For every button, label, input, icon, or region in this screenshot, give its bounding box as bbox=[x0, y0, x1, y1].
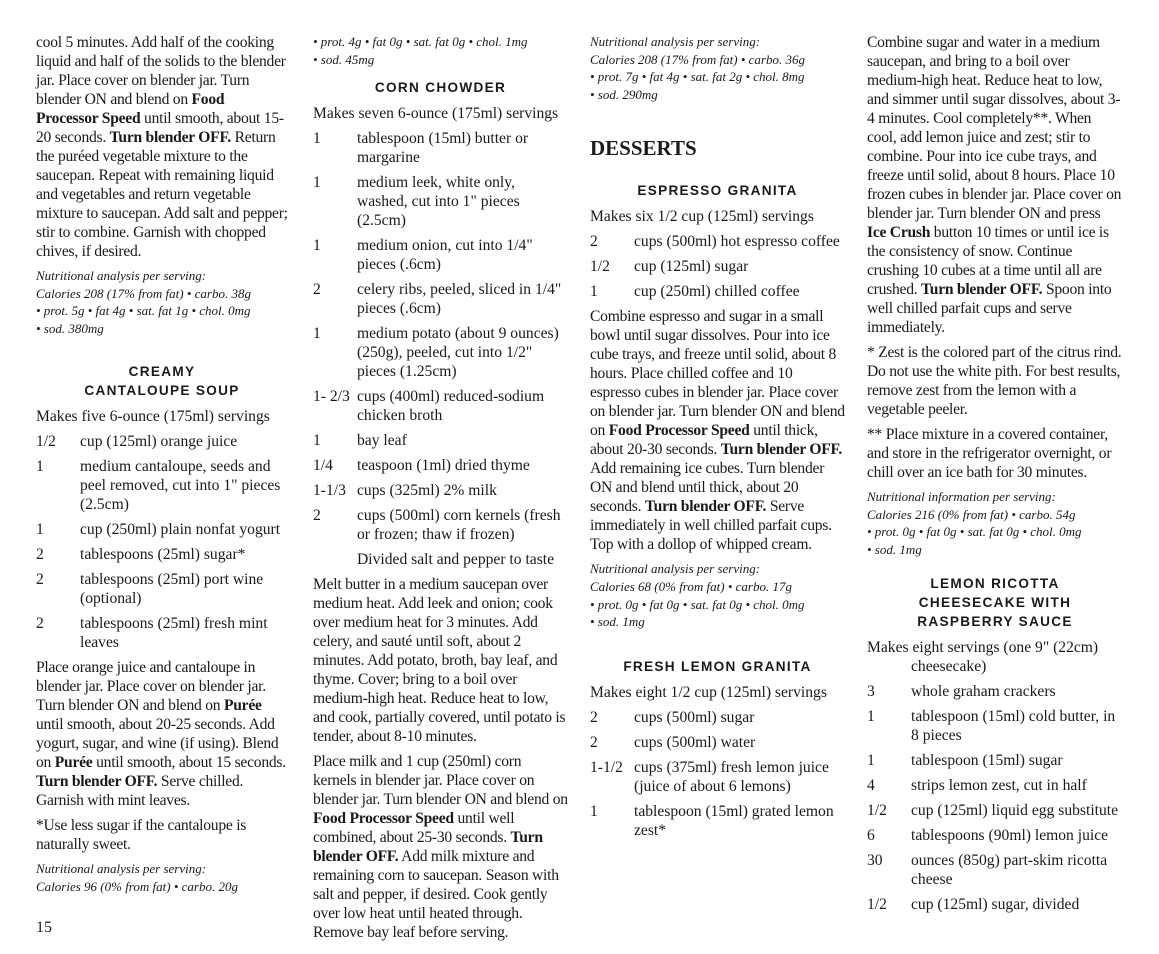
ingredient-row bbox=[313, 324, 568, 381]
ingredient-description: cup (125ml) sugar bbox=[634, 258, 749, 276]
ingredient-quantity: 2 bbox=[36, 546, 44, 564]
ingredient-quantity: 1 bbox=[313, 237, 321, 255]
ingredient-list bbox=[313, 129, 568, 569]
ingredient-row bbox=[590, 733, 845, 752]
ingredient-quantity bbox=[313, 550, 357, 569]
instructions-paragraph: cool 5 minutes. Add half of the cooking liquid and half of the solids to the blender jar. Place cover on blender jar. Turn blender ON and blend on Food Processor Speed until smooth, about 15-20 seconds. Turn blender OFF. Return the puréed vegetable mixture to the saucepan. Repeat with remaining liquid and vegetables and return vegetable mixture to saucepan. Add salt and pepper; stir to combine. Garnish with chopped chives, if desired. bbox=[36, 34, 288, 260]
ingredient-row bbox=[313, 129, 568, 167]
ingredient-quantity: 1 bbox=[590, 802, 598, 820]
ingredient-quantity: 1 bbox=[590, 283, 598, 301]
footnote: ** Place mixture in a covered container, and store in the refrigerator overnight, or chill over an ice bath for 30 minutes. bbox=[867, 426, 1112, 481]
recipe-title: ESPRESSO GRANITA bbox=[637, 183, 798, 199]
ingredient-description: cup (125ml) sugar, divided bbox=[911, 896, 1080, 914]
ingredient-quantity: 1/2 bbox=[867, 896, 887, 914]
ingredient-quantity: 2 bbox=[590, 733, 598, 751]
ingredient-row bbox=[867, 682, 1123, 701]
footnote: * Zest is the colored part of the citrus rind. Do not use the white pith. For best results, remove zest from the lemon with a vegetable peeler. bbox=[867, 344, 1122, 418]
servings-text: Makes eight 1/2 cup (125ml) servings bbox=[590, 683, 827, 701]
ingredient-description: teaspoon (1ml) dried thyme bbox=[357, 457, 530, 475]
ingredient-row bbox=[313, 456, 568, 475]
ingredient-quantity: 1 bbox=[867, 752, 875, 770]
ingredient-quantity: 1-1/3 bbox=[313, 482, 346, 500]
ingredient-quantity: 6 bbox=[867, 827, 875, 845]
ingredient-description: medium cantaloupe, seeds and peel removed, cut into 1" pieces (2.5cm) bbox=[80, 458, 281, 514]
ingredient-quantity: 30 bbox=[867, 852, 883, 870]
ingredient-row bbox=[36, 457, 288, 514]
ingredient-row bbox=[313, 550, 568, 569]
nutrition-analysis: Nutritional analysis per serving: Calories 96 (0% from fat) • carbo. 20g bbox=[36, 861, 238, 894]
ingredient-quantity: 1 bbox=[313, 174, 321, 192]
nutrition-analysis: Nutritional analysis per serving: Calories 208 (17% from fat) • carbo. 38g • prot. 5g • fat 4g • sat. fat 1g • chol. 0mg • sod. 380mg bbox=[36, 268, 251, 336]
ingredient-row bbox=[313, 506, 568, 544]
ingredient-quantity: 1 bbox=[867, 708, 875, 726]
servings-text: Makes seven 6-ounce (175ml) servings bbox=[313, 105, 559, 123]
ingredient-description: cups (325ml) 2% milk bbox=[357, 482, 497, 500]
ingredient-description: medium onion, cut into 1/4" pieces (.6cm) bbox=[357, 237, 533, 274]
ingredient-list bbox=[590, 708, 845, 840]
ingredient-quantity: 2 bbox=[590, 233, 598, 251]
ingredient-description: cup (125ml) orange juice bbox=[80, 433, 238, 451]
section-title: DESSERTS bbox=[590, 136, 697, 161]
ingredient-row bbox=[590, 802, 845, 840]
footnote: *Use less sugar if the cantaloupe is naturally sweet. bbox=[36, 817, 247, 854]
ingredient-quantity: 4 bbox=[867, 777, 875, 795]
ingredient-row bbox=[867, 851, 1123, 889]
ingredient-description: medium potato (about 9 ounces) (250g), peeled, cut into 1/2" pieces (1.25cm) bbox=[357, 325, 559, 381]
instructions-paragraph: Place milk and 1 cup (250ml) corn kernels in blender jar. Place cover on blender jar. Turn blender ON and blend on Food Processor Speed until well combined, about 25-30 seconds. Turn blender OFF. Add milk mixture and remaining corn to saucepan. Season with salt and pepper, if desired. Cook gently over low heat until heated through. Remove bay leaf before serving. bbox=[313, 753, 568, 942]
ingredient-description: cups (500ml) water bbox=[634, 733, 756, 751]
ingredient-row bbox=[590, 232, 845, 251]
ingredient-quantity: 1/2 bbox=[867, 802, 887, 820]
ingredient-description: cups (500ml) hot espresso coffee bbox=[634, 233, 840, 251]
ingredient-row bbox=[313, 387, 568, 425]
ingredient-quantity: 1/2 bbox=[36, 433, 56, 451]
recipe-title: FRESH LEMON GRANITA bbox=[623, 658, 812, 674]
ingredient-description: cup (125ml) liquid egg substitute bbox=[911, 802, 1119, 820]
ingredient-description: ounces (850g) part-skim ricotta cheese bbox=[911, 852, 1108, 889]
ingredient-description: cups (400ml) reduced-sodium chicken broth bbox=[357, 388, 545, 425]
ingredient-quantity: 3 bbox=[867, 683, 875, 701]
ingredient-row bbox=[36, 432, 288, 451]
nutrition-analysis: Nutritional analysis per serving: Calories 68 (0% from fat) • carbo. 17g • prot. 0g • fat 0g • sat. fat 0g • chol. 0mg • sod. 1mg bbox=[590, 561, 805, 630]
instructions-paragraph: Melt butter in a medium saucepan over medium heat. Add leek and onion; cook over medium heat for 3 minutes. Add celery, and sauté until soft, about 2 minutes. Add potato, broth, bay leaf, and thyme. Cover; bring to a boil over medium-high heat. Reduce heat to low, and cook, partially covered, until potato is tender, about 8-10 minutes. bbox=[313, 576, 566, 746]
ingredient-quantity: 1/4 bbox=[313, 457, 333, 475]
ingredient-description: cup (250ml) chilled coffee bbox=[634, 283, 800, 301]
servings-text: Makes six 1/2 cup (125ml) servings bbox=[590, 208, 814, 226]
ingredient-row bbox=[867, 707, 1123, 745]
ingredient-list bbox=[867, 682, 1123, 914]
ingredient-row bbox=[867, 826, 1123, 845]
ingredient-row bbox=[590, 758, 845, 796]
nutrition-analysis: • prot. 4g • fat 0g • sat. fat 0g • chol. 1mg • sod. 45mg bbox=[313, 34, 528, 67]
nutrition-analysis: Nutritional information per serving: Calories 216 (0% from fat) • carbo. 54g • prot. 0g • fat 0g • sat. fat 0g • chol. 0mg • sod. 1mg bbox=[867, 489, 1082, 557]
ingredient-quantity: 1/2 bbox=[590, 258, 610, 276]
ingredient-row bbox=[867, 751, 1123, 770]
recipe-title: LEMON RICOTTA CHEESECAKE WITH RASPBERRY SAUCE bbox=[917, 576, 1073, 630]
ingredient-description: tablespoons (90ml) lemon juice bbox=[911, 827, 1109, 845]
ingredient-description: tablespoon (15ml) butter or margarine bbox=[357, 130, 529, 167]
ingredient-description: cups (500ml) sugar bbox=[634, 708, 755, 726]
ingredient-quantity: 1 bbox=[313, 325, 321, 343]
ingredient-row bbox=[36, 545, 288, 564]
ingredient-description: cups (375ml) fresh lemon juice (juice of about 6 lemons) bbox=[634, 758, 829, 795]
ingredient-description: tablespoons (25ml) fresh mint leaves bbox=[80, 615, 268, 652]
nutrition-analysis: Nutritional analysis per serving: Calories 208 (17% from fat) • carbo. 36g • prot. 7g • fat 4g • sat. fat 2g • chol. 8mg • sod. 290mg bbox=[590, 34, 805, 102]
recipe-title: CREAMY CANTALOUPE SOUP bbox=[84, 364, 240, 399]
servings-text: Makes five 6-ounce (175ml) servings bbox=[36, 408, 270, 426]
ingredient-row bbox=[867, 895, 1123, 914]
column-4 bbox=[867, 33, 1123, 920]
ingredient-row bbox=[313, 481, 568, 500]
ingredient-description: Divided salt and pepper to taste bbox=[357, 551, 555, 569]
ingredient-row bbox=[36, 570, 288, 608]
instructions-paragraph: Combine espresso and sugar in a small bowl until sugar dissolves. Pour into ice cube trays, and freeze until solid, about 8 hours. Place chilled coffee and 10 espresso cubes in blender jar. Place cover on blender jar. Turn blender ON and blend on Food Processor Speed until thick, about 20-30 seconds. Turn blender OFF. Add remaining ice cubes. Turn blender ON and blend until thick, about 20 seconds. Turn blender OFF. Serve immediately in well chilled parfait cups. Top with a dollop of whipped cream. bbox=[590, 308, 845, 554]
instructions-paragraph: Place orange juice and cantaloupe in blender jar. Place cover on blender jar. Turn blender ON and blend on Purée until smooth, about 20-25 seconds. Add yogurt, sugar, and wine (if using). Blend on Purée until smooth, about 15 seconds. Turn blender OFF. Serve chilled. Garnish with mint leaves. bbox=[36, 659, 286, 810]
ingredient-description: tablespoons (25ml) sugar* bbox=[80, 546, 246, 564]
ingredient-description: celery ribs, peeled, sliced in 1/4" pieces (.6cm) bbox=[357, 281, 562, 318]
ingredient-description: whole graham crackers bbox=[911, 683, 1056, 701]
ingredient-description: cup (250ml) plain nonfat yogurt bbox=[80, 521, 281, 539]
ingredient-list bbox=[590, 232, 845, 301]
ingredient-quantity: 2 bbox=[313, 507, 321, 525]
servings-text: Makes eight servings (one 9" (22cm) cheesecake) bbox=[867, 639, 1099, 676]
ingredient-quantity: 2 bbox=[313, 281, 321, 299]
ingredient-row bbox=[36, 614, 288, 652]
ingredient-row bbox=[313, 280, 568, 318]
ingredient-row bbox=[867, 801, 1123, 820]
ingredient-quantity: 1 bbox=[36, 521, 44, 539]
ingredient-list bbox=[36, 432, 288, 652]
ingredient-row bbox=[313, 173, 568, 230]
ingredient-quantity: 1 bbox=[313, 432, 321, 450]
ingredient-description: cups (500ml) corn kernels (fresh or frozen; thaw if frozen) bbox=[357, 507, 561, 544]
ingredient-row bbox=[36, 520, 288, 539]
instructions-paragraph: Combine sugar and water in a medium saucepan, and bring to a boil over medium-high heat. Reduce heat to low, and simmer until sugar dissolves, about 3-4 minutes. Cool completely**. When cool, add lemon juice and zest; stir to combine. Pour into ice cube trays, and freeze until solid, about 8 hours. Place 10 frozen cubes in blender jar. Place cover on blender jar. Turn blender ON and press Ice Crush button 10 times or until ice is the consistency of snow. Continue crushing 10 cubes at a time until all are crushed. Turn blender OFF. Spoon into well chilled parfait cups and serve immediately. bbox=[867, 34, 1122, 336]
ingredient-quantity: 2 bbox=[36, 615, 44, 633]
ingredient-description: tablespoon (15ml) sugar bbox=[911, 752, 1063, 770]
ingredient-description: tablespoon (15ml) grated lemon zest* bbox=[634, 802, 834, 839]
ingredient-row bbox=[313, 236, 568, 274]
ingredient-row bbox=[590, 257, 845, 276]
ingredient-quantity: 2 bbox=[36, 571, 44, 589]
column-1 bbox=[36, 33, 288, 902]
ingredient-row bbox=[313, 431, 568, 450]
ingredient-quantity: 1 bbox=[313, 130, 321, 148]
column-2 bbox=[313, 33, 568, 948]
ingredient-description: tablespoons (25ml) port wine (optional) bbox=[80, 571, 264, 608]
ingredient-description: bay leaf bbox=[357, 432, 407, 450]
ingredient-row bbox=[590, 708, 845, 727]
page-number: 15 bbox=[36, 919, 52, 936]
ingredient-quantity: 1-1/2 bbox=[590, 758, 623, 776]
ingredient-quantity: 1 bbox=[36, 458, 44, 476]
recipe-title: CORN CHOWDER bbox=[374, 80, 507, 96]
ingredient-quantity: 2 bbox=[590, 708, 598, 726]
ingredient-row bbox=[867, 776, 1123, 795]
ingredient-row bbox=[590, 282, 845, 301]
ingredient-description: strips lemon zest, cut in half bbox=[911, 777, 1087, 795]
ingredient-description: medium leek, white only, washed, cut into 1" pieces (2.5cm) bbox=[357, 174, 520, 230]
ingredient-quantity: 1- 2/3 bbox=[313, 388, 350, 406]
column-3 bbox=[590, 33, 845, 846]
ingredient-description: tablespoon (15ml) cold butter, in 8 pieces bbox=[911, 708, 1116, 745]
